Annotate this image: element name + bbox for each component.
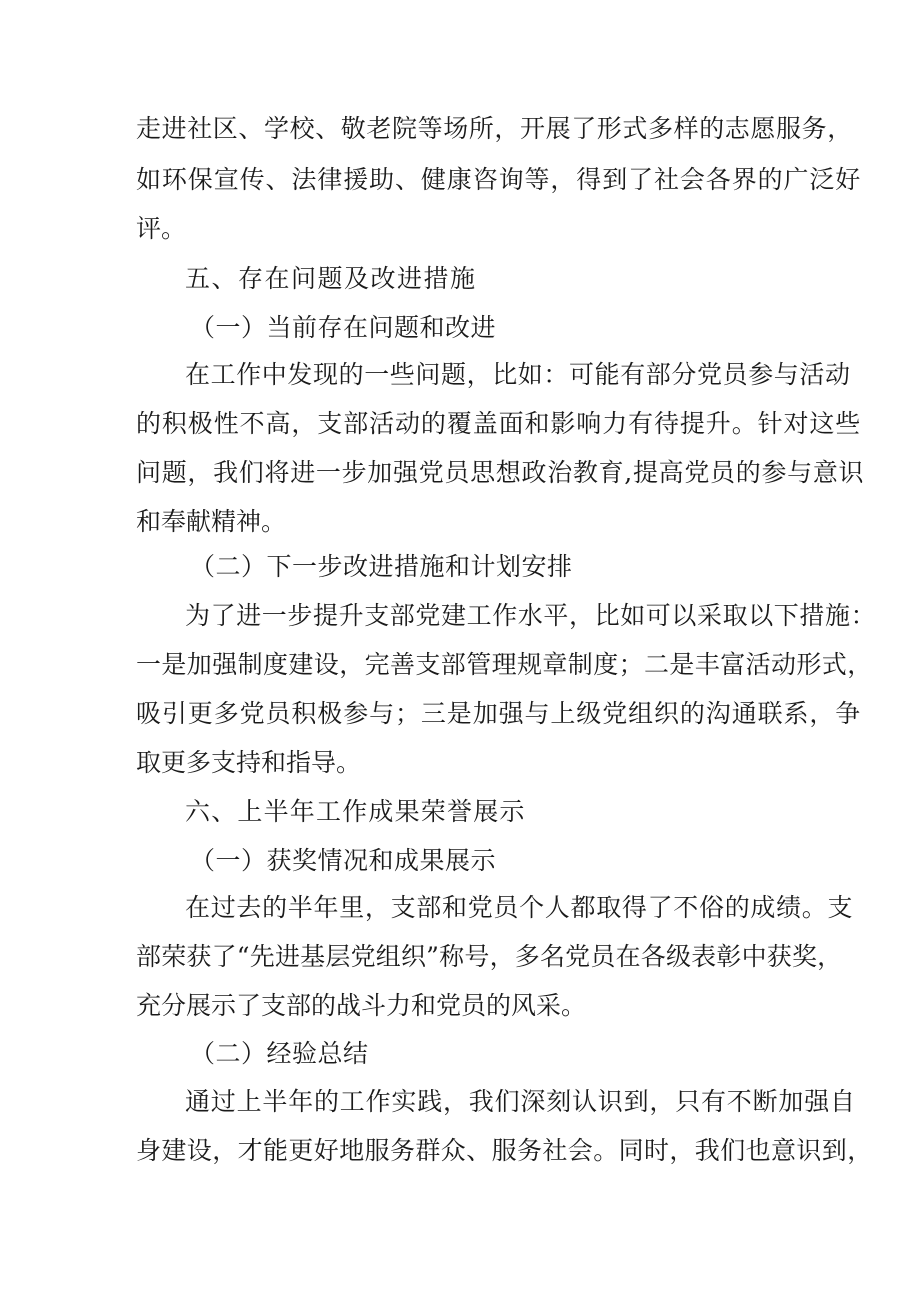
section-heading: 六、上半年工作成果荣誉展示 xyxy=(185,797,526,826)
paragraph-line: 如环保宣传、法律援助、健康咨询等，得到了社会各界的广泛好 xyxy=(136,165,862,194)
paragraph-line: 一是加强制度建设，完善支部管理规章制度；二是丰富活动形式， xyxy=(136,650,873,679)
paragraph-line: 充分展示了支部的战斗力和党员的风采。 xyxy=(136,991,587,1020)
subsection-heading: （二）下一步改进措施和计划安排 xyxy=(190,552,573,581)
paragraph-line: 在工作中发现的一些问题，比如：可能有部分党员参与活动 xyxy=(185,360,851,389)
paragraph-line: 身建设，才能更好地服务群众、服务社会。同时，我们也意识到， xyxy=(136,1136,873,1165)
paragraph-line: 评。 xyxy=(136,214,187,243)
paragraph-line: 的积极性不高，支部活动的覆盖面和影响力有待提升。针对这些 xyxy=(136,409,862,438)
paragraph-line: 和奉献精神。 xyxy=(136,507,287,536)
paragraph-line: 取更多支持和指导。 xyxy=(136,748,362,777)
paragraph-line: 通过上半年的工作实践，我们深刻认识到，只有不断加强自 xyxy=(185,1087,856,1116)
subsection-heading: （二）经验总结 xyxy=(190,1039,369,1068)
section-heading: 五、存在问题及改进措施 xyxy=(185,264,477,293)
paragraph-line: 吸引更多党员积极参与；三是加强与上级党组织的沟通联系，争 xyxy=(136,699,862,728)
subsection-heading: （一）获奖情况和成果展示 xyxy=(190,846,497,875)
paragraph-line: 问题，我们将进一步加强党员思想政治教育,提高党员的参与意识 xyxy=(136,458,865,487)
paragraph-line: 在过去的半年里，支部和党员个人都取得了不俗的成绩。支 xyxy=(185,893,854,922)
paragraph-line: 部荣获了“先进基层党组织”称号，多名党员在各级表彰中获奖， xyxy=(136,942,843,971)
paragraph-line: 走进社区、学校、敬老院等场所，开展了形式多样的志愿服务， xyxy=(136,114,853,143)
paragraph-line: 为了进一步提升支部党建工作水平，比如可以采取以下措施： xyxy=(185,601,877,630)
subsection-heading: （一）当前存在问题和改进 xyxy=(190,313,497,342)
